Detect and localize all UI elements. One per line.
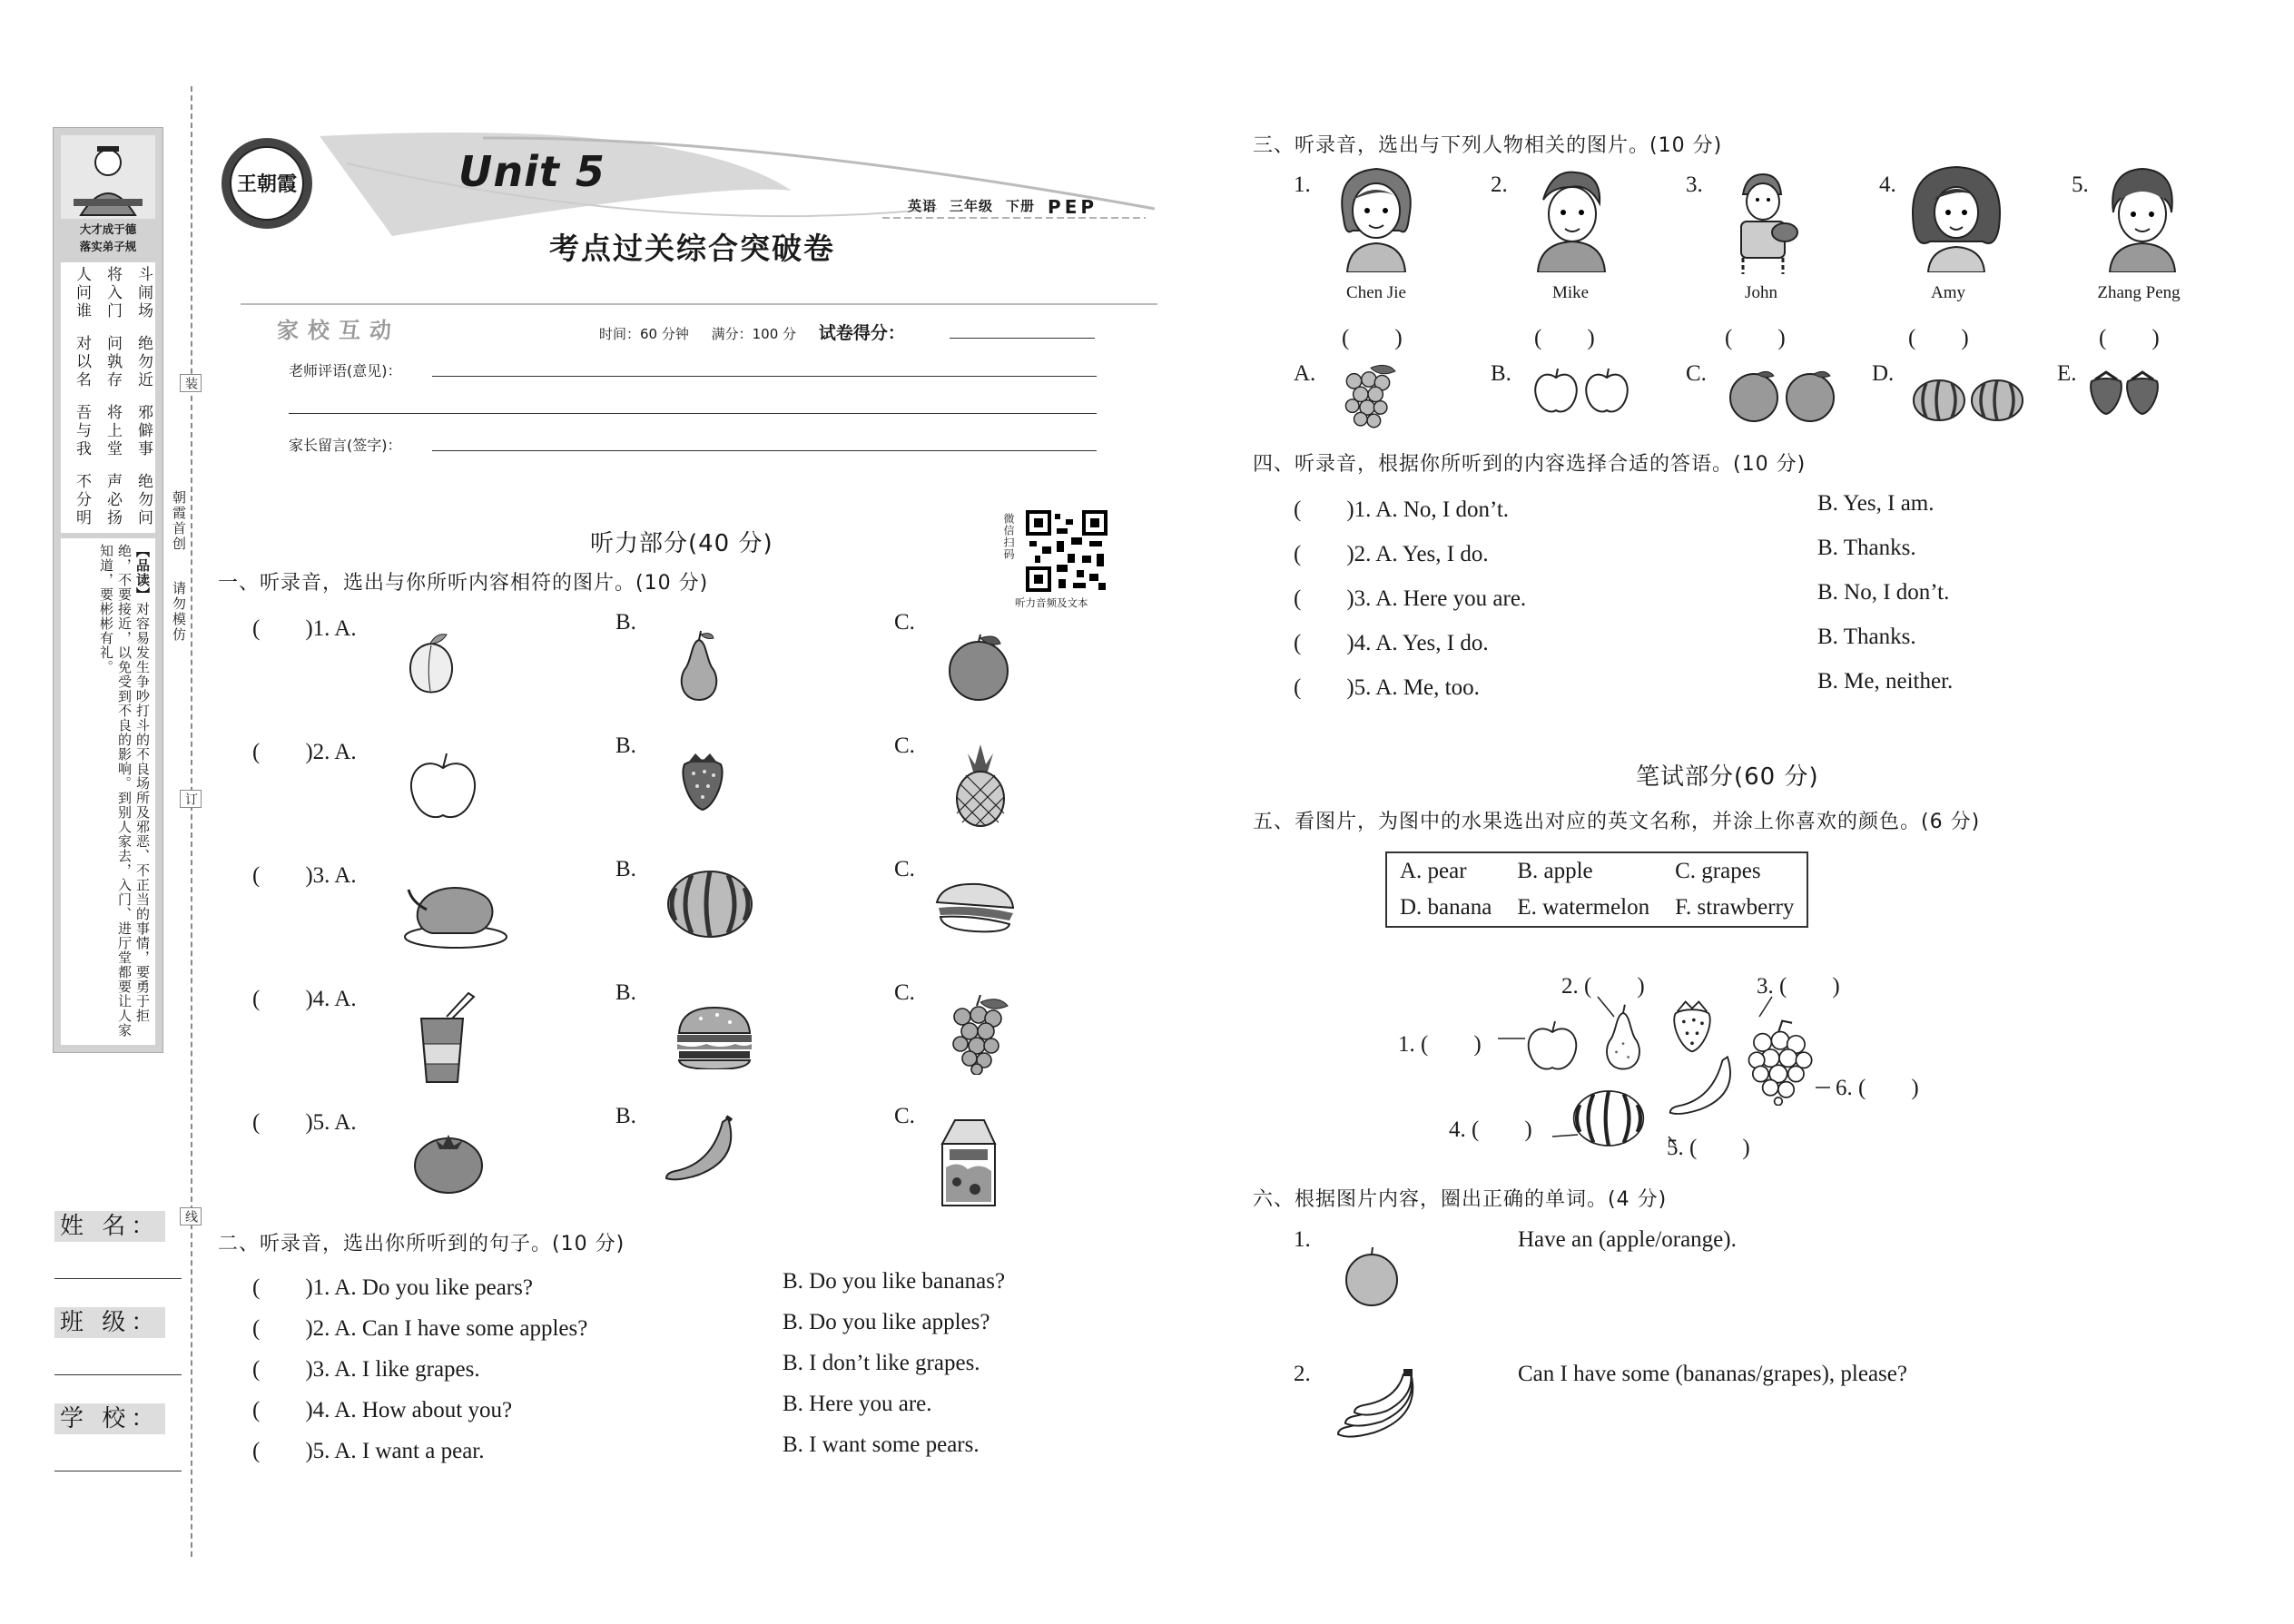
pear-icon[interactable] bbox=[672, 631, 726, 704]
q4-row-2-a: ( )2. A. Yes, I do. bbox=[1294, 542, 1489, 566]
class-label: 班 级： bbox=[54, 1307, 165, 1338]
q1-row-2-num: ( )2. A. bbox=[252, 740, 357, 764]
cola-icon[interactable] bbox=[412, 989, 481, 1084]
watermelons-icon[interactable] bbox=[1912, 378, 2024, 423]
q6-heading: 六、根据图片内容，圈出正确的单词。(4 分) bbox=[1253, 1188, 1668, 1211]
q1-row-1-b: B. bbox=[615, 610, 636, 635]
grapes-icon[interactable] bbox=[1743, 1019, 1816, 1106]
q4-heading: 四、听录音，根据你所听到的内容选择合适的答语。(10 分) bbox=[1253, 453, 1807, 476]
q1-row-5-num: ( )5. A. bbox=[252, 1110, 357, 1135]
q3-person-5-name: Zhang Peng bbox=[2097, 283, 2181, 302]
strawberries-icon[interactable] bbox=[2088, 370, 2161, 416]
peach-icon[interactable] bbox=[403, 631, 459, 696]
q3-choice-c: C. bbox=[1686, 361, 1707, 386]
q1-row-4-num: ( )4. A. bbox=[252, 987, 357, 1011]
chen-jie-portrait-icon[interactable] bbox=[1331, 163, 1422, 272]
mike-portrait-icon[interactable] bbox=[1525, 163, 1616, 272]
school-label: 学 校： bbox=[54, 1403, 165, 1434]
q4-row-1-a: ( )1. A. No, I don’t. bbox=[1294, 497, 1510, 522]
q5-label-6[interactable]: 6. ( ) bbox=[1836, 1076, 1919, 1100]
q3-choice-d: D. bbox=[1872, 361, 1895, 386]
apple-icon[interactable] bbox=[1525, 1019, 1580, 1073]
q3-person-4-num: 4. bbox=[1879, 172, 1896, 197]
q6-item-1-text[interactable]: Have an (apple/orange). bbox=[1518, 1227, 1737, 1252]
parent-comment-input[interactable] bbox=[432, 450, 1097, 451]
orange-icon[interactable] bbox=[944, 631, 1017, 704]
qr-code[interactable] bbox=[1026, 510, 1108, 592]
q2-row-3-b: B. I don’t like grapes. bbox=[783, 1351, 980, 1375]
cut-mark: 订 bbox=[180, 790, 202, 808]
pear-icon[interactable] bbox=[1598, 1002, 1649, 1075]
q1-row-5-c: C. bbox=[894, 1104, 915, 1128]
q1-row-5-b: B. bbox=[615, 1104, 636, 1128]
time-info: 时间：60 分钟 bbox=[599, 326, 689, 342]
q5-options-box bbox=[1385, 851, 1808, 928]
banana-icon[interactable] bbox=[1667, 1053, 1739, 1118]
q4-row-3-b: B. No, I don’t. bbox=[1817, 580, 1950, 605]
reading-block bbox=[61, 538, 155, 1045]
qr-caption-bottom: 听力音频及文本 bbox=[1015, 596, 1088, 609]
q5-label-2[interactable]: 2. ( ) bbox=[1561, 974, 1645, 999]
strawberry-icon[interactable] bbox=[675, 750, 730, 813]
q3-heading: 三、听录音，选出与下列人物相关的图片。(10 分) bbox=[1253, 134, 1723, 157]
q6-item-1-num: 1. bbox=[1294, 1227, 1311, 1252]
q3-choice-a: A. bbox=[1294, 361, 1316, 386]
sandwich-icon[interactable] bbox=[933, 877, 1017, 937]
q5-label-4[interactable]: 4. ( ) bbox=[1449, 1117, 1532, 1142]
q4-row-4-b: B. Thanks. bbox=[1817, 625, 1916, 649]
q2-row-3-a: ( )3. A. I like grapes. bbox=[252, 1357, 480, 1382]
score-input[interactable] bbox=[950, 338, 1095, 339]
q1-row-2-b: B. bbox=[615, 733, 636, 758]
q3-person-1-blank[interactable]: ( ) bbox=[1342, 326, 1403, 350]
full-score: 满分：100 分 bbox=[711, 326, 797, 342]
apples-icon[interactable] bbox=[1532, 367, 1632, 416]
home-school-label: 家校互动 bbox=[277, 318, 400, 343]
q3-person-2-blank[interactable]: ( ) bbox=[1534, 326, 1595, 350]
q1-row-3-b: B. bbox=[615, 857, 636, 881]
q3-person-1-num: 1. bbox=[1294, 172, 1311, 197]
oranges-icon[interactable] bbox=[1725, 367, 1843, 423]
qr-caption-side: 微信扫码 bbox=[1002, 513, 1015, 560]
proverb-col: 吾与我 bbox=[73, 404, 91, 458]
proverb-col: 绝勿问 bbox=[134, 473, 153, 527]
q4-row-3-a: ( )3. A. Here you are. bbox=[1294, 586, 1527, 611]
q4-row-4-a: ( )4. A. Yes, I do. bbox=[1294, 631, 1489, 655]
q1-row-1-c: C. bbox=[894, 610, 915, 635]
grapes-icon[interactable] bbox=[1336, 361, 1400, 434]
q3-person-4-name: Amy bbox=[1931, 283, 1965, 302]
q4-row-5-a: ( )5. A. Me, too. bbox=[1294, 675, 1480, 700]
q1-row-3-c: C. bbox=[894, 857, 915, 881]
q5-option: D. banana bbox=[1400, 895, 1492, 920]
orange-icon[interactable] bbox=[1340, 1244, 1403, 1307]
logo bbox=[218, 134, 316, 232]
name-field[interactable] bbox=[54, 1207, 182, 1279]
proverb-col: 人问谁 bbox=[73, 266, 91, 320]
grapes-icon[interactable] bbox=[944, 995, 1011, 1075]
class-field[interactable] bbox=[54, 1304, 182, 1375]
q2-row-2-a: ( )2. A. Can I have some apples? bbox=[252, 1316, 588, 1341]
q5-label-3[interactable]: 3. ( ) bbox=[1757, 974, 1840, 999]
q1-row-3-num: ( )3. A. bbox=[252, 863, 357, 888]
school-field[interactable] bbox=[54, 1400, 182, 1471]
cut-mark: 装 bbox=[180, 374, 202, 392]
q3-person-4-blank[interactable]: ( ) bbox=[1908, 326, 1969, 350]
proverb-col: 对以名 bbox=[73, 335, 91, 389]
meta-edition: PEP bbox=[1048, 196, 1098, 218]
q3-person-2-num: 2. bbox=[1491, 172, 1508, 197]
reading-text: 对容易发生争吵打斗的不良场所及邪恶、不正当的事情，要勇于拒绝，不要接近，以免受到不良的影响。到别人家去，入门、进厅堂都要让人家知道，要彬彬有礼。 bbox=[98, 544, 151, 1038]
q3-person-1-name: Chen Jie bbox=[1346, 283, 1406, 302]
teacher-comment-input[interactable] bbox=[432, 376, 1097, 377]
proverb-col: 问孰存 bbox=[103, 335, 122, 389]
q3-person-3-num: 3. bbox=[1686, 172, 1703, 197]
cut-mark: 线 bbox=[180, 1207, 202, 1225]
name-label: 姓 名： bbox=[54, 1211, 165, 1242]
q2-heading: 二、听录音，选出你所听到的句子。(10 分) bbox=[218, 1233, 625, 1255]
q3-person-2-name: Mike bbox=[1551, 283, 1590, 302]
q1-row-1-num: ( )1. A. bbox=[252, 616, 357, 641]
q3-person-3-blank[interactable]: ( ) bbox=[1725, 326, 1786, 350]
listening-title: 听力部分(40 分) bbox=[590, 530, 773, 557]
q3-person-3-name: John bbox=[1745, 283, 1777, 302]
john-portrait-icon[interactable] bbox=[1716, 167, 1807, 276]
q4-row-5-b: B. Me, neither. bbox=[1817, 669, 1954, 694]
sidebar-panel bbox=[53, 127, 163, 1053]
q6-item-2-num: 2. bbox=[1294, 1362, 1311, 1386]
q1-row-2-c: C. bbox=[894, 733, 915, 758]
q1-heading: 一、听录音，选出与你所听内容相符的图片。(10 分) bbox=[218, 572, 709, 595]
proverb-block bbox=[61, 262, 155, 533]
hamburger-icon[interactable] bbox=[674, 1006, 755, 1069]
meta-grade: 三年级 bbox=[950, 198, 994, 214]
milk-icon[interactable] bbox=[935, 1117, 1002, 1207]
meta-subject: 英语 bbox=[908, 198, 938, 214]
proverb-col: 绝勿近 bbox=[134, 335, 153, 389]
q2-row-5-b: B. I want some pears. bbox=[783, 1432, 980, 1457]
proverb-col: 将入门 bbox=[103, 266, 122, 320]
zhang-peng-portrait-icon[interactable] bbox=[2097, 163, 2188, 272]
parent-comment-label: 家长留言(签字)： bbox=[289, 437, 402, 454]
q4-row-2-b: B. Thanks. bbox=[1817, 536, 1916, 560]
strawberry-icon[interactable] bbox=[1667, 997, 1718, 1055]
logo-text: 王朝霞 bbox=[236, 173, 297, 196]
q3-person-5-num: 5. bbox=[2072, 172, 2089, 197]
q5-heading: 五、看图片，为图中的水果选出对应的英文名称，并涂上你喜欢的颜色。(6 分) bbox=[1253, 811, 1981, 833]
writing-title: 笔试部分(60 分) bbox=[1636, 763, 1819, 791]
meta-term: 下册 bbox=[1006, 198, 1036, 214]
amy-portrait-icon[interactable] bbox=[1906, 163, 2006, 272]
q3-choice-e: E. bbox=[2057, 361, 2077, 386]
q2-row-4-a: ( )4. A. How about you? bbox=[252, 1398, 513, 1422]
proverb-col: 邪僻事 bbox=[134, 404, 153, 458]
q5-option: C. grapes bbox=[1675, 859, 1761, 883]
reading-label: 【品读】 bbox=[134, 544, 151, 602]
q4-row-1-b: B. Yes, I am. bbox=[1817, 491, 1935, 516]
q5-label-5[interactable]: 5. ( ) bbox=[1667, 1136, 1750, 1160]
q1-row-4-b: B. bbox=[615, 980, 636, 1005]
q3-person-5-blank[interactable]: ( ) bbox=[2099, 326, 2160, 350]
q6-item-2-text[interactable]: Can I have some (bananas/grapes), please? bbox=[1518, 1362, 1907, 1386]
proverb-col: 不分明 bbox=[73, 473, 91, 527]
teacher-comment-line2[interactable] bbox=[289, 413, 1097, 414]
q5-option: B. apple bbox=[1517, 859, 1593, 883]
meta-tags bbox=[908, 196, 1098, 218]
margin-note: 朝霞首创 bbox=[171, 490, 187, 552]
q3-choice-b: B. bbox=[1491, 361, 1511, 386]
q2-row-2-b: B. Do you like apples? bbox=[783, 1310, 990, 1334]
watermelon-icon[interactable] bbox=[1572, 1088, 1645, 1149]
sidebar-line-1: 大才成于德 bbox=[79, 222, 137, 236]
q2-row-5-a: ( )5. A. I want a pear. bbox=[252, 1439, 485, 1463]
unit-title: Unit 5 bbox=[458, 147, 605, 196]
q5-label-1[interactable]: 1. ( ) bbox=[1398, 1032, 1482, 1057]
q5-option: F. strawberry bbox=[1675, 895, 1795, 920]
watermelon-icon[interactable] bbox=[666, 870, 753, 939]
header-banner bbox=[211, 127, 1155, 309]
banana-icon[interactable] bbox=[663, 1115, 741, 1184]
margin-note: 请勿模仿 bbox=[171, 581, 187, 643]
pineapple-icon[interactable] bbox=[953, 744, 1008, 828]
proverb-col: 斗闹场 bbox=[134, 266, 153, 320]
q1-row-4-c: C. bbox=[894, 980, 915, 1005]
q5-option: E. watermelon bbox=[1517, 895, 1650, 920]
q2-row-4-b: B. Here you are. bbox=[783, 1392, 932, 1416]
q2-row-1-b: B. Do you like bananas? bbox=[783, 1269, 1006, 1294]
bananas-icon[interactable] bbox=[1334, 1369, 1422, 1442]
proverb-col: 声必扬 bbox=[103, 473, 122, 527]
q5-option: A. pear bbox=[1400, 859, 1467, 883]
tomato-icon[interactable] bbox=[412, 1127, 485, 1195]
roast-chicken-icon[interactable] bbox=[399, 873, 508, 950]
scholar-illustration bbox=[61, 135, 155, 219]
paper-subtitle: 考点过关综合突破卷 bbox=[549, 231, 835, 266]
teacher-comment-label: 老师评语(意见)： bbox=[289, 362, 402, 379]
q2-row-1-a: ( )1. A. Do you like pears? bbox=[252, 1275, 533, 1300]
sidebar-line-2: 落实弟子规 bbox=[79, 240, 137, 253]
proverb-col: 将上堂 bbox=[103, 404, 122, 458]
apple-icon[interactable] bbox=[407, 750, 479, 822]
score-label: 试卷得分： bbox=[818, 323, 905, 343]
cut-line bbox=[191, 86, 192, 1557]
